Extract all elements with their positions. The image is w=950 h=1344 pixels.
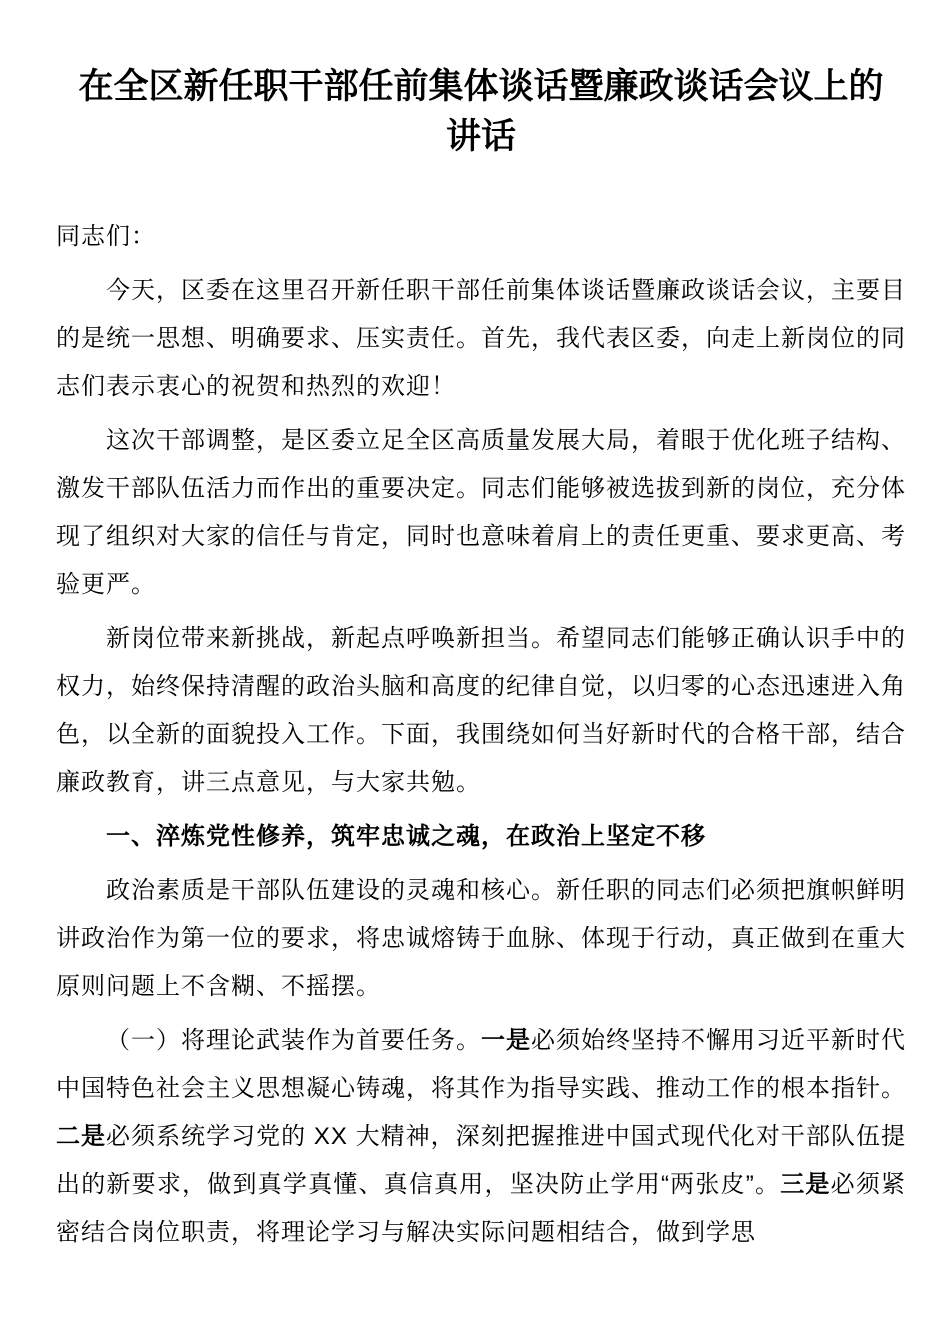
body-text-run: 政治素质是干部队伍建设的灵魂和核心。新任职的同志们必须把旗帜鲜明讲政治作为第一位的要求，将忠诚熔铸于血脉、体现于行动，真正做到在重大原则问题上不含糊、不摇摆。 [56,877,906,1000]
body-text-run: （一）将理论武装作为首要任务。 [106,1027,481,1054]
body-text-run: 新岗位带来新挑战，新起点呼唤新担当。希望同志们能够正确认识手中的权力，始终保持清醒的政治头脑和高度的纪律自觉，以归零的心态迅速进入角色，以全新的面貌投入工作。下面，我围绕如何当好新时代的合格干部，结合廉政教育，讲三点意见，与大家共勉。 [56,625,906,796]
paragraph-new-post [56,615,906,807]
body-text-run: 今天，区委在这里召开新任职干部任前集体谈话暨廉政谈话会议，主要目的是统一思想、明确要求、压实责任。首先，我代表区委，向走上新岗位的同志们表示衷心的祝贺和热烈的欢迎！ [56,277,906,400]
paragraph-adjustment [56,417,906,609]
paragraph-political-quality [56,867,906,1011]
document-title: 在全区新任职干部任前集体谈话暨廉政谈话会议上的讲话 [78,67,884,156]
salutation: 同志们： [56,223,156,250]
paragraph-theory-arming [56,1017,906,1257]
emphasis-text: 一、淬炼党性修养，筑牢忠诚之魂，在政治上坚定不移 [106,823,706,850]
document-body [56,213,906,1257]
body-text-run: 必须紧密结合岗位职责，将理论学习与解决实际问题相结合，做到学思 [56,1171,907,1246]
section-heading-1 [56,813,906,861]
emphasis-text: 二是 [56,1123,107,1150]
body-text-run: 必须系统学习党的 XX 大精神，深刻把握推进中国式现代化对干部队伍提出的新要求，做到真学真懂、真信真用，坚决防止学用“两张皮”。 [56,1123,906,1198]
body-text-run: 这次干部调整，是区委立足全区高质量发展大局，着眼于优化班子结构、激发干部队伍活力而作出的重要决定。同志们能够被选拔到新的岗位，充分体现了组织对大家的信任与肯定，同时也意味着肩上的责任更重、要求更高、考验更严。 [56,427,906,598]
emphasis-text: 一是 [481,1027,531,1054]
emphasis-text: 三是 [780,1171,831,1198]
paragraph-intro [56,267,906,411]
body-text-run: 必须始终坚持不懈用习近平新时代中国特色社会主义思想凝心铸魂，将其作为指导实践、推动工作的根本指针。 [56,1027,906,1102]
